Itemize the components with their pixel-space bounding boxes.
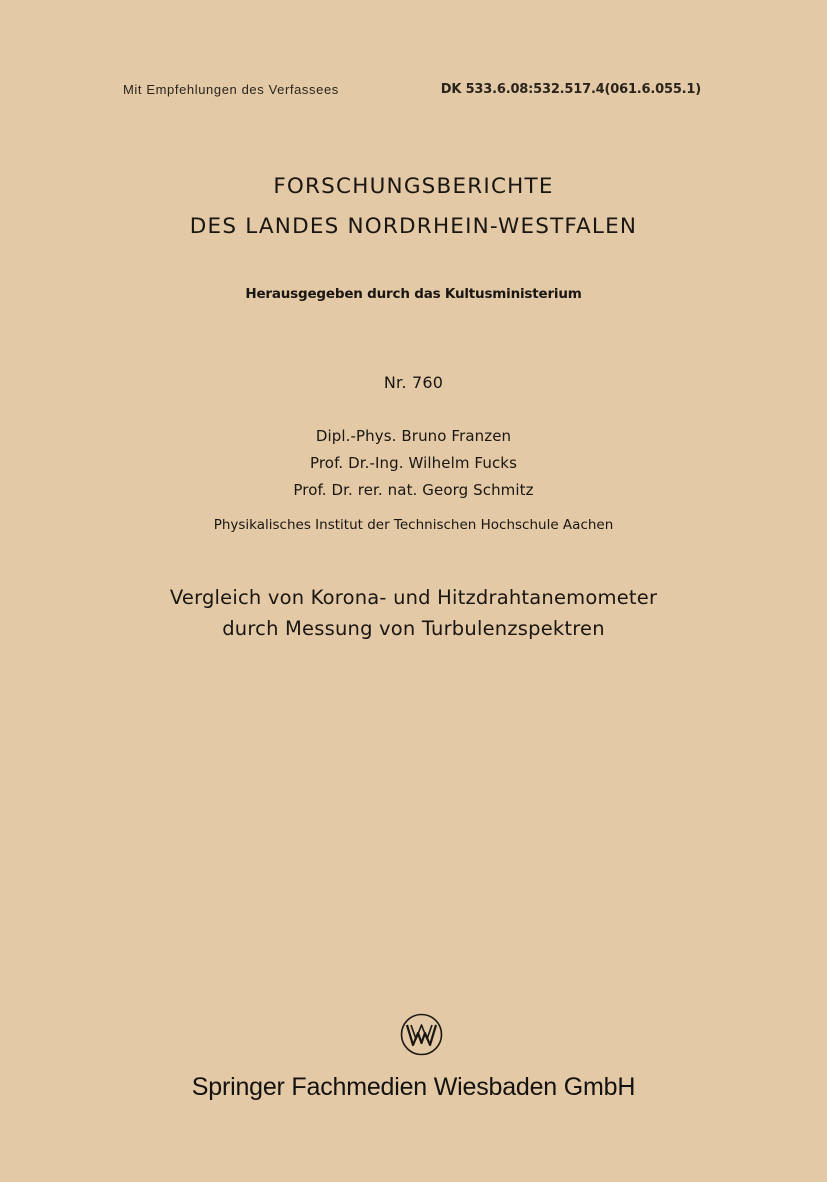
- series-title-line-2: DES LANDES NORDRHEIN-WESTFALEN: [189, 214, 638, 239]
- author-1: Dipl.-Phys. Bruno Franzen: [315, 427, 512, 445]
- header-line: [0, 82, 827, 100]
- publisher-imprint: Springer Fachmedien Wiesbaden GmbH: [191, 1073, 636, 1101]
- series-title-line-1: FORSCHUNGSBERICHTE: [273, 174, 554, 199]
- dedication-note: Mit Empfehlungen des Verfassees: [123, 82, 339, 97]
- publisher-note: Herausgegeben durch das Kultusministerium: [245, 286, 582, 302]
- title-line-2: durch Messung von Turbulenzspektren: [222, 617, 605, 640]
- author-2: Prof. Dr.-Ing. Wilhelm Fucks: [309, 454, 517, 472]
- institute: Physikalisches Institut der Technischen Hochschule Aachen: [213, 517, 614, 533]
- report-number: Nr. 760: [383, 373, 444, 392]
- author-3: Prof. Dr. rer. nat. Georg Schmitz: [293, 481, 534, 499]
- springer-logo-icon: [400, 1013, 443, 1056]
- title-line-1: Vergleich von Korona- und Hitzdrahtanemometer: [169, 586, 658, 609]
- classification-code: DK 533.6.08:532.517.4(061.6.055.1): [440, 82, 701, 97]
